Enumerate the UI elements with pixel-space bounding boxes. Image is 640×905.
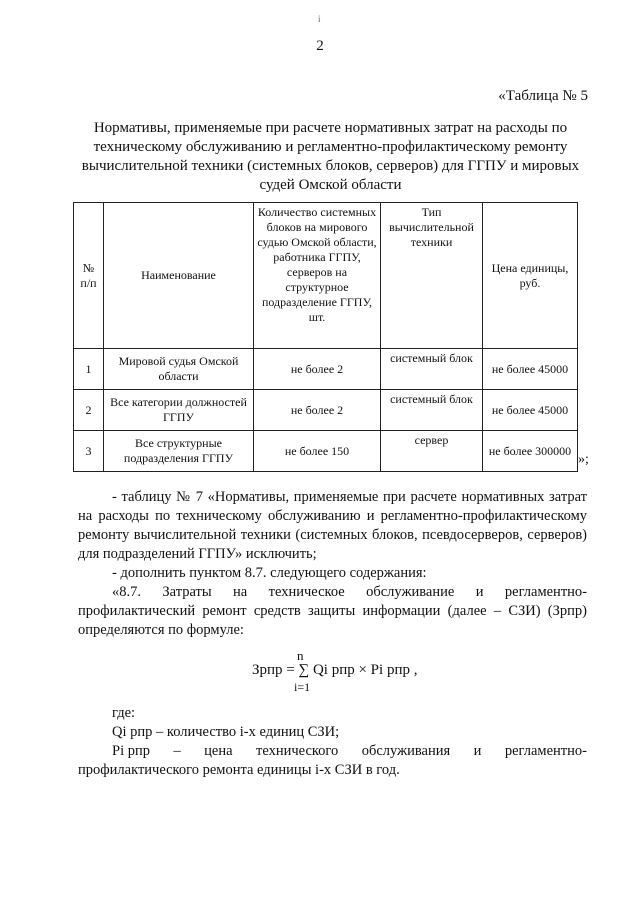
where-label: где: [112,705,136,721]
row-name: Все структурные подразделения ГГПУ [104,431,254,472]
definition-p-word: технического [256,743,339,759]
definition-p-words [112,742,587,761]
definition-p-word: обслуживания [361,743,451,759]
row-qty: не более 2 [254,390,381,431]
table-header-row [74,203,578,349]
cost-formula [252,648,452,692]
definition-p-word: цена [204,743,233,759]
definition-p-continuation: профилактического ремонта единицы i-х СЗИ в год. [78,762,400,778]
paragraph-exclude-table7: - таблицу № 7 «Нормативы, применяемые при расчете нормативных затрат на расходы по техническому обслуживанию и регламентно-профилактическому ремонту вычислительной техники (системных блоков, псевдосерверов, серверов) для подразделений ГГПУ» исключить; [78,489,587,562]
definition-p-line [112,742,587,761]
row-num: 1 [74,349,104,390]
definition-p-word: – [173,743,181,759]
row-price: не более 45000 [483,349,578,390]
table-closing-quote: »; [578,452,589,467]
paragraph-8-7: «8.7. Затраты на техническое обслуживание и регламентно-профилактический ремонт средств защиты информации (далее – СЗИ) (Зрпр) определяются по формуле: [78,584,587,638]
definition-p-word: и [473,743,482,759]
row-name: Все категории должностей ГГПУ [104,390,254,431]
table-row [74,431,578,472]
row-price: не более 300000 [483,431,578,472]
norms-table [73,202,578,472]
definition-p-word: Pi рпр [112,743,150,759]
table-reference: «Таблица № 5 [498,88,588,104]
row-name: Мировой судья Омской области [104,349,254,390]
formula-lower-limit: i=1 [294,680,311,694]
header-num: № п/п [74,203,104,349]
row-qty: не более 2 [254,349,381,390]
header-name: Наименование [104,203,254,349]
page-mark: i [318,14,321,24]
definition-p-word: регламентно- [504,743,587,759]
header-type: Тип вычислительной техники [381,203,483,349]
row-type: системный блок [381,349,483,390]
table-row [74,349,578,390]
formula-main: Зрпр = ∑ Qi рпр × Pi рпр , [252,662,418,678]
row-num: 2 [74,390,104,431]
row-type: сервер [381,431,483,472]
row-type: системный блок [381,390,483,431]
paragraph-add-8-7: - дополнить пунктом 8.7. следующего содержания: [112,565,427,581]
row-price: не более 45000 [483,390,578,431]
row-qty: не более 150 [254,431,381,472]
page-number: 2 [316,38,324,54]
row-num: 3 [74,431,104,472]
definition-q: Qi рпр – количество i-х единиц СЗИ; [112,724,340,740]
document-title: Нормативы, применяемые при расчете нормативных затрат на расходы по техническому обслуживанию и регламентно-профилактическому ремонту вычислительной техники (системных блоков, серверов) для ГГПУ и мировых судей Омской области [81,120,580,193]
table-row [74,390,578,431]
header-price: Цена единицы, руб. [483,203,578,349]
header-qty: Количество системных блоков на мирового судью Омской области, работника ГГПУ, серверов на структурное подразделение ГГПУ, шт. [254,203,381,349]
formula-upper-limit: n [297,648,304,663]
